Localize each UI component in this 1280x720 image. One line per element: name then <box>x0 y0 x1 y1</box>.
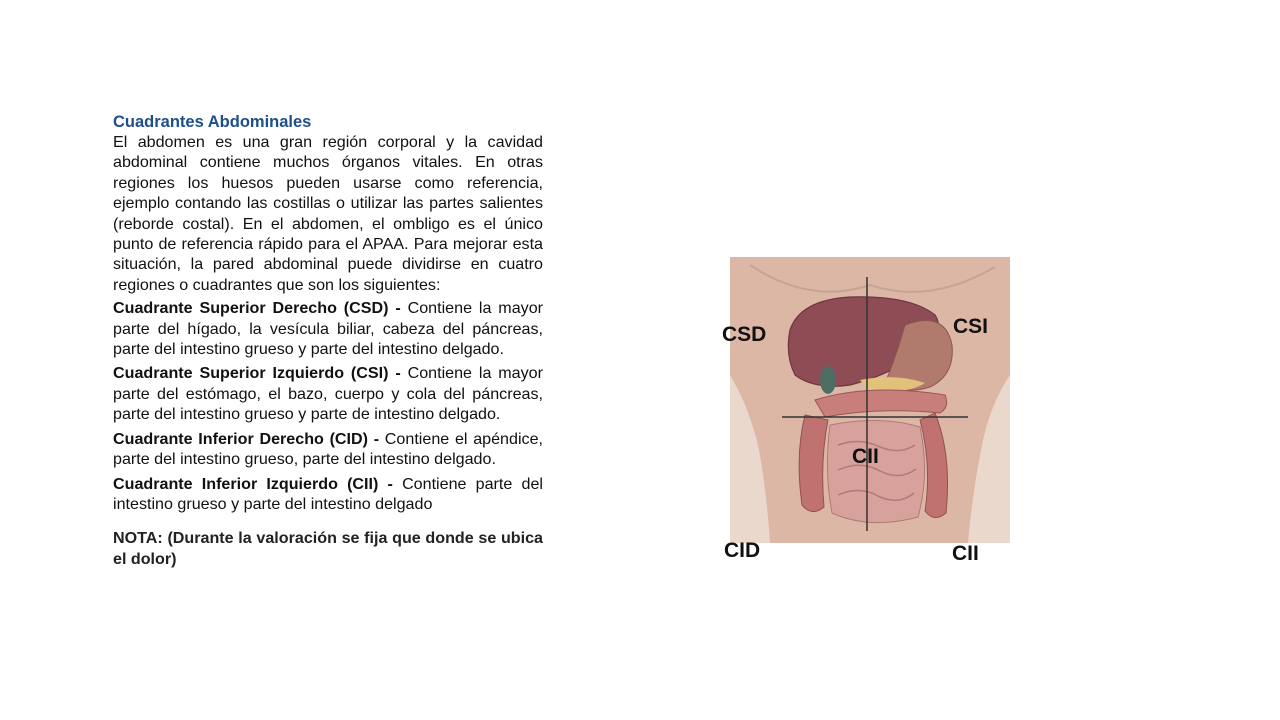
quadrant-description: Contiene la mayor parte del estómago, el bazo, cuerpo y cola del páncreas, parte del intestino grueso y parte de intestino delgado. <box>113 364 543 424</box>
quadrant-description: Contiene la mayor parte del hígado, la vesícula biliar, cabeza del páncreas, parte del intestino grueso y parte del intestino delgado. <box>113 299 543 359</box>
quadrant-heading: Cuadrante Inferior Derecho (CID) - <box>113 429 380 448</box>
abdomen-illustration <box>720 255 1015 575</box>
quadrant-cii-paragraph <box>113 474 543 515</box>
abdominal-quadrants-figure <box>720 255 1015 575</box>
document-page <box>113 112 543 650</box>
label-csi: CSI <box>953 315 989 338</box>
label-csd: CSD <box>722 323 767 346</box>
gallbladder-shape <box>820 366 836 394</box>
small-intestine <box>827 420 924 522</box>
quadrant-heading: Cuadrante Superior Derecho (CSD) - <box>113 299 401 318</box>
quadrant-csi-paragraph <box>113 363 543 424</box>
quadrant-heading: Cuadrante Superior Izquierdo (CSI) - <box>113 364 401 383</box>
quadrant-heading: Cuadrante Inferior Izquierdo (CII) - <box>113 474 393 493</box>
note-paragraph-cropped: NOTA: (Durante la valoración se fija que donde se ubica el dolor) <box>113 529 543 568</box>
label-cii: CII <box>952 542 979 565</box>
quadrant-cid-paragraph <box>113 429 543 470</box>
section-title: Cuadrantes Abdominales <box>113 113 312 131</box>
quadrant-description: Contiene parte del intestino grueso y parte del intestino delgado <box>113 474 543 513</box>
quadrant-description: Contiene el apéndice, parte del intestino grueso, parte del intestino delgado. <box>113 429 543 469</box>
label-cid: CID <box>724 539 761 562</box>
intro-paragraph: El abdomen es una gran región corporal y la cavidad abdominal contiene muchos órganos vitales. En otras regiones los huesos pueden usarse como referencia, ejemplo contando las costillas o utilizar las partes salientes (reborde costal). En el abdomen, el ombligo es el único punto de referencia rápido para el APAA. Para mejorar esta situación, la pared abdominal puede dividirse en cuatro regiones o cuadrantes que son los siguientes: <box>113 133 543 294</box>
quadrant-csd-paragraph <box>113 298 543 359</box>
label-cii-center: CII <box>852 445 879 468</box>
